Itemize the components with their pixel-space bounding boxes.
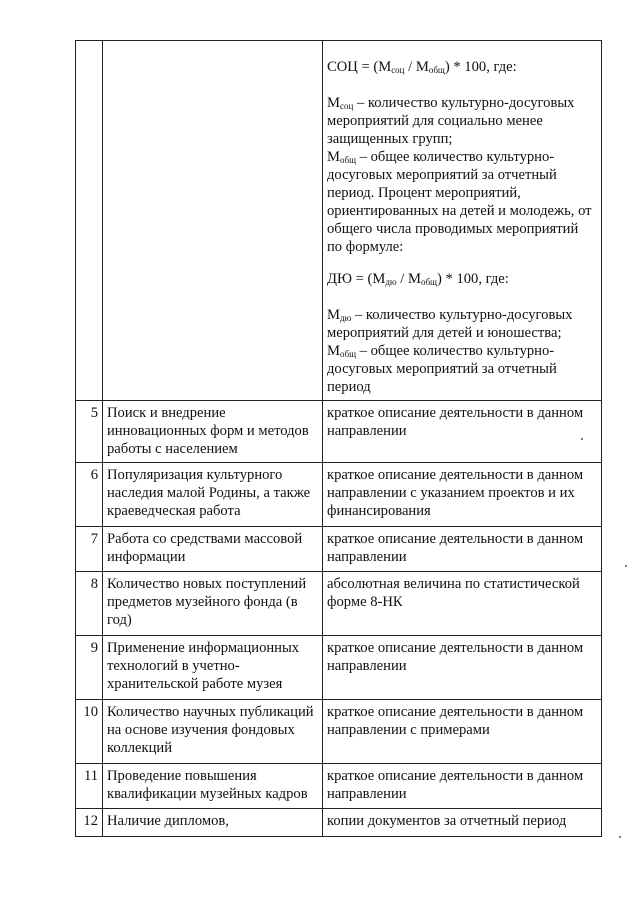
table-row: [76, 636, 602, 700]
row-number-cell: [76, 41, 103, 401]
row-name-cell: Количество научных публикаций на основе изучения фондовых коллекций: [103, 700, 323, 764]
definition-m-obsh-2: $М_{общ}$ – общее количество культурно-досуговых мероприятий за отчетный период: [327, 343, 557, 395]
row-number-cell: 6: [76, 463, 103, 527]
row-description-cell: краткое описание деятельности в данном направлении: [323, 401, 602, 463]
row-description-cell: копии документов за отчетный период: [323, 809, 602, 837]
row-description-cell: краткое описание деятельности в данном направлении: [323, 764, 602, 809]
row-name-cell: Работа со средствами массовой информации: [103, 527, 323, 572]
row-name-cell: Наличие дипломов,: [103, 809, 323, 837]
table-row-continuation: [76, 41, 602, 401]
table-row: [76, 700, 602, 764]
row-number-cell: 9: [76, 636, 103, 700]
scan-speck: [619, 836, 621, 838]
row-name-cell: Поиск и внедрение инновационных форм и методов работы с населением: [103, 401, 323, 463]
table-row: [76, 809, 602, 837]
scan-speck: [581, 438, 583, 440]
row-name-cell: [103, 41, 323, 401]
scan-speck: [625, 565, 627, 567]
table-row: [76, 527, 602, 572]
row-number-cell: 12: [76, 809, 103, 837]
row-name-cell: Применение информационных технологий в учетно-хранительской работе музея: [103, 636, 323, 700]
row-description-cell: краткое описание деятельности в данном направлении с указанием проектов и их финансирования: [323, 463, 602, 527]
row-number-cell: 7: [76, 527, 103, 572]
row-description-cell: абсолютная величина по статистической форме 8-НК: [323, 572, 602, 636]
formula-soc: СОЦ = $(М_{соц} / М_{общ}) * 100$, где:: [327, 59, 517, 75]
definition-m-obsh: $М_{общ}$ – общее количество культурно-досуговых мероприятий за отчетный период. Процент мероприятий, ориентированных на детей и молодежь, от общего числа проводимых мероприятий по формуле:: [327, 149, 592, 255]
formula-du: ДЮ = $(М_{дю} / М_{общ}) * 100$, где:: [327, 271, 509, 287]
table-row: [76, 764, 602, 809]
table-row: [76, 572, 602, 636]
row-number-cell: 8: [76, 572, 103, 636]
criteria-table: [75, 40, 602, 837]
table-row: [76, 463, 602, 527]
row-number-cell: 5: [76, 401, 103, 463]
row-description-cell: краткое описание деятельности в данном направлении: [323, 636, 602, 700]
row-description-cell: краткое описание деятельности в данном направлении с примерами: [323, 700, 602, 764]
row-description-cell: краткое описание деятельности в данном направлении: [323, 527, 602, 572]
row-name-cell: Количество новых поступлений предметов музейного фонда (в год): [103, 572, 323, 636]
table-row: [76, 401, 602, 463]
definition-m-soc: $М_{соц}$ – количество культурно-досуговых мероприятий для социально менее защищенных групп;: [327, 95, 575, 147]
definition-m-du: $М_{дю}$ – количество культурно-досуговых мероприятий для детей и юношества;: [327, 307, 573, 341]
row-name-cell: Популяризация культурного наследия малой Родины, а также краеведческая работа: [103, 463, 323, 527]
row-name-cell: Проведение повышения квалификации музейных кадров: [103, 764, 323, 809]
row-number-cell: 11: [76, 764, 103, 809]
row-description-cell: [323, 41, 602, 401]
row-number-cell: 10: [76, 700, 103, 764]
